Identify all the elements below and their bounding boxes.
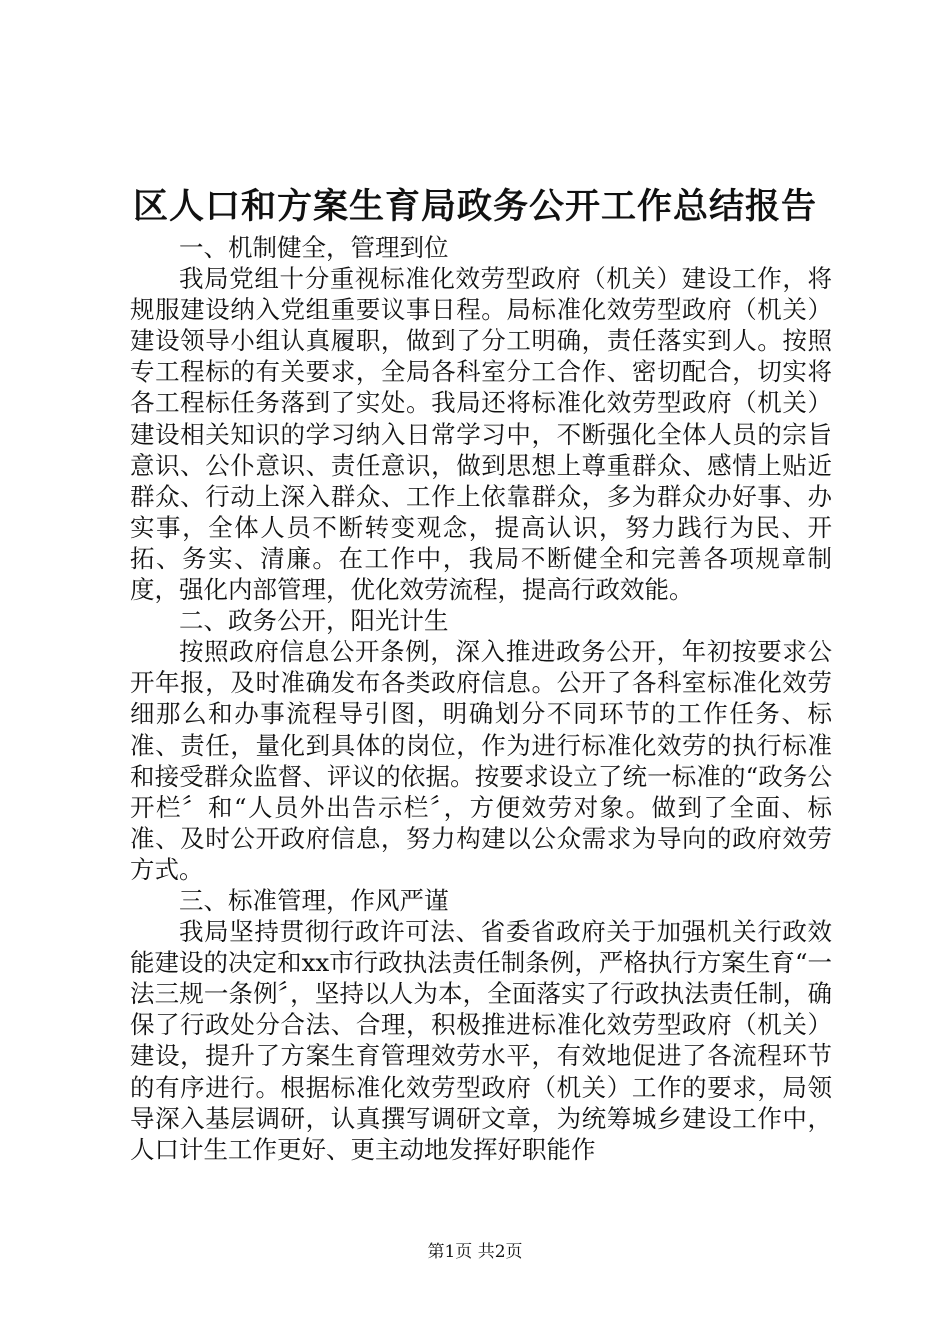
- section-paragraph: 我局坚持贯彻行政许可法、省委省政府关于加强机关行政效能建设的决定和xx市行政执法责任制条例，严格执行方案生育“一法三规一条例〞，坚持以人为本，全面落实了行政执法责任制，确保了行政处分合法、合理，积极推进标准化效劳型政府（机关）建设，提升了方案生育管理效劳水平，有效地促进了各流程环节的有序进行。根据标准化效劳型政府（机关）工作的要求，局领导深入基层调研，认真撰写调研文章，为统筹城乡建设工作中，人口计生工作更好、更主动地发挥好职能作: [130, 917, 832, 1164]
- page-number: 第1页 共2页: [427, 1242, 523, 1262]
- section-paragraph: 按照政府信息公开条例，深入推进政务公开，年初按要求公开年报，及时准确发布各类政府信息。公开了各科室标准化效劳细那么和办事流程导引图，明确划分不同环节的工作任务、标准、责任，量化到具体的岗位，作为进行标准化效劳的执行标准和接受群众监督、评议的依据。按要求设立了统一标准的“政务公开栏〞和“人员外出告示栏〞，方便效劳对象。做到了全面、标准、及时公开政府信息，努力构建以公众需求为导向的政府效劳方式。: [130, 637, 832, 884]
- section-heading: 三、标准管理，作风严谨: [179, 885, 449, 915]
- section-heading: 一、机制健全，管理到位: [179, 233, 449, 262]
- section-paragraph: 我局党组十分重视标准化效劳型政府（机关）建设工作，将规服建设纳入党组重要议事日程。局标准化效劳型政府（机关）建设领导小组认真履职，做到了分工明确，责任落实到人。按照专工程标的有关要求，全局各科室分工合作、密切配合，切实将各工程标任务落到了实处。我局还将标准化效劳型政府（机关）建设相关知识的学习纳入日常学习中，不断强化全体人员的宗旨意识、公仆意识、责任意识，做到思想上尊重群众、感情上贴近群众、行动上深入群众、工作上依靠群众，多为群众办好事、办实事，全体人员不断转变观念，提高认识，努力践行为民、开拓、务实、清廉。在工作中，我局不断健全和完善各项规章制度，强化内部管理，优化效劳流程，提高行政效能。: [130, 264, 832, 605]
- document-title: 区人口和方案生育局政务公开工作总结报告: [132, 186, 817, 227]
- page-footer: [0, 1240, 950, 1264]
- section-heading: 二、政务公开，阳光计生: [179, 606, 449, 636]
- document-body: [130, 232, 832, 1165]
